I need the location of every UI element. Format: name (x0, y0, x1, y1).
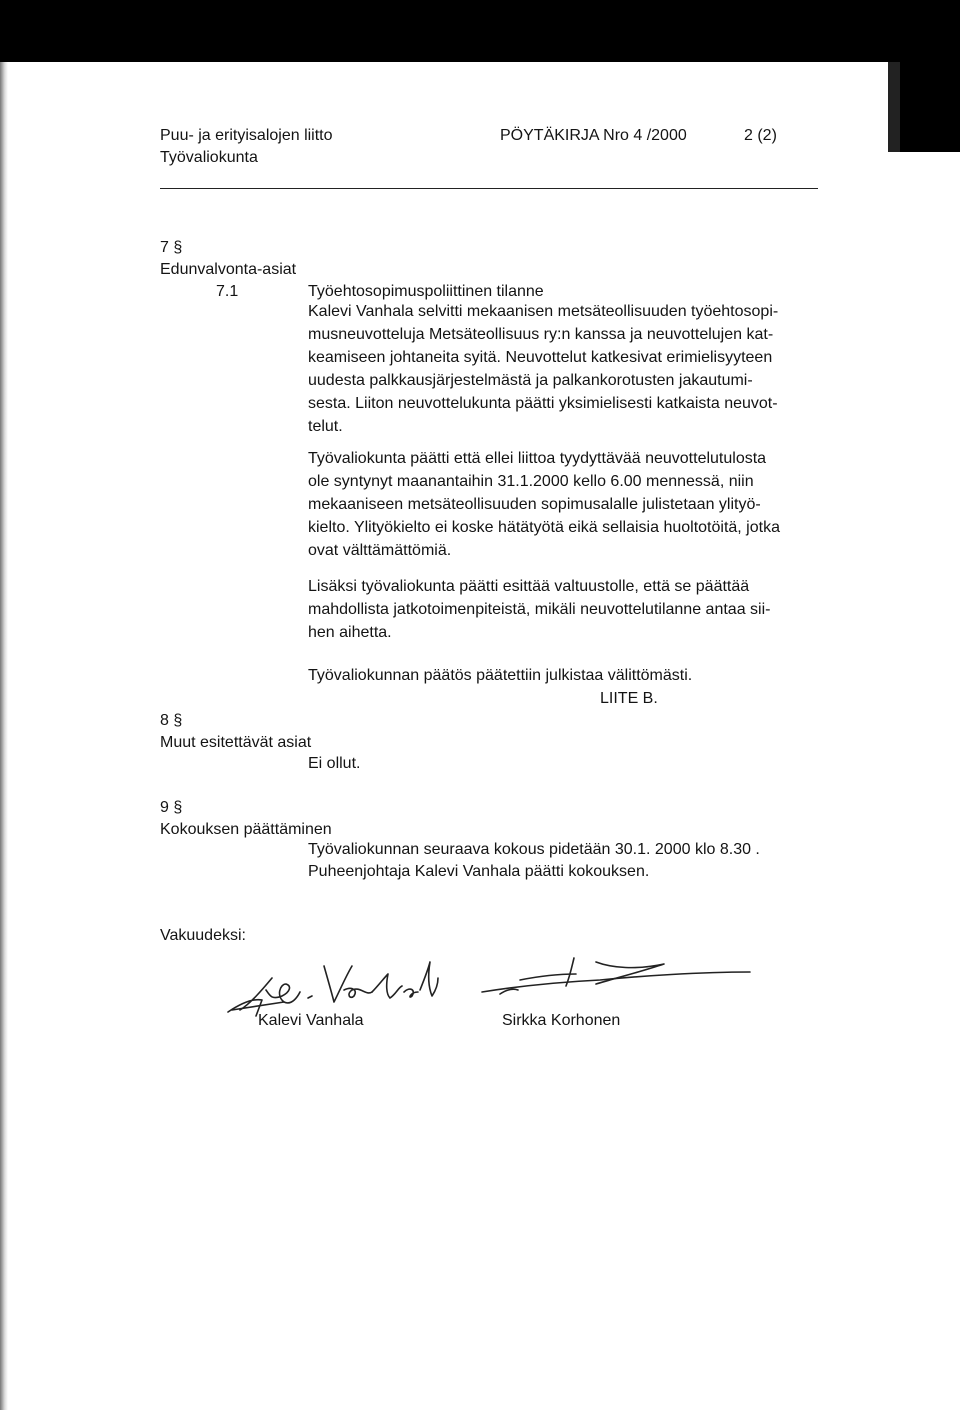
header-doc: PÖYTÄKIRJA Nro 4 /2000 (500, 127, 687, 144)
subsection-number: 7.1 (216, 283, 239, 300)
paragraph-line: Lisäksi työvaliokunta päätti esittää valtuustolle, että se päättää (308, 578, 750, 595)
attachment-ref: LIITE B. (600, 690, 658, 707)
paragraph-line: Kalevi Vanhala selvitti mekaanisen metsäteollisuuden työehtosopi- (308, 303, 779, 320)
signature-name-1: Kalevi Vanhala (258, 1012, 364, 1029)
signature-name-2: Sirkka Korhonen (502, 1012, 621, 1029)
paragraph-line: mekaaniseen metsäteollisuuden sopimusalalle julistetaan ylityö- (308, 496, 761, 513)
paragraph-line: keamiseen johtaneita syitä. Neuvottelut katkesivat erimielisyyteen (308, 349, 773, 366)
section-9-title: Kokouksen päättäminen (160, 821, 332, 838)
section-8-title: Muut esitettävät asiat (160, 734, 312, 751)
subsection-title: Työehtosopimuspoliittinen tilanne (308, 283, 544, 300)
paragraph-line: Työvaliokunta päätti että ellei liittoa tyydyttävää neuvottelutulosta (308, 450, 767, 467)
paragraph-line: uudesta palkkausjärjestelmästä ja palkankorotusten jakautumi- (308, 372, 753, 389)
paragraph-line: ovat välttämättömiä. (308, 542, 452, 559)
decision-publication: Työvaliokunnan päätös päätettiin julkistaa välittömästi. (308, 667, 693, 684)
next-meeting-line: Työvaliokunnan seuraava kokous pidetään 30.1. 2000 klo 8.30 . (308, 841, 760, 858)
paragraph-line: mahdollista jatkotoimenpiteistä, mikäli neuvottelutilanne antaa sii- (308, 601, 771, 618)
closing-line: Puheenjohtaja Kalevi Vanhala päätti kokouksen. (308, 863, 650, 880)
paragraph-line: kielto. Ylityökielto ei koske hätätyötä eikä sellaisia huoltotöitä, jotka (308, 519, 780, 536)
attest-label: Vakuudeksi: (160, 927, 246, 944)
header-unit: Työvaliokunta (160, 149, 258, 166)
section-8-number: 8 § (160, 712, 183, 729)
paragraph-line: telut. (308, 418, 343, 435)
section-8-text: Ei ollut. (308, 755, 361, 772)
section-9-number: 9 § (160, 799, 183, 816)
paragraph-line: hen aihetta. (308, 624, 392, 641)
paragraph-line: ole syntynyt maanantaihin 31.1.2000 kello 6.00 mennessä, niin (308, 473, 754, 490)
section-7-number: 7 § (160, 239, 183, 256)
paragraph-line: sesta. Liiton neuvottelukunta päätti yksimielisesti katkaista neuvot- (308, 395, 778, 412)
header-org: Puu- ja erityisalojen liitto (160, 127, 333, 144)
header-page: 2 (2) (744, 127, 777, 144)
paragraph-line: musneuvotteluja Metsäteollisuus ry:n kanssa ja neuvottelujen kat- (308, 326, 774, 343)
section-7-title: Edunvalvonta-asiat (160, 261, 297, 278)
